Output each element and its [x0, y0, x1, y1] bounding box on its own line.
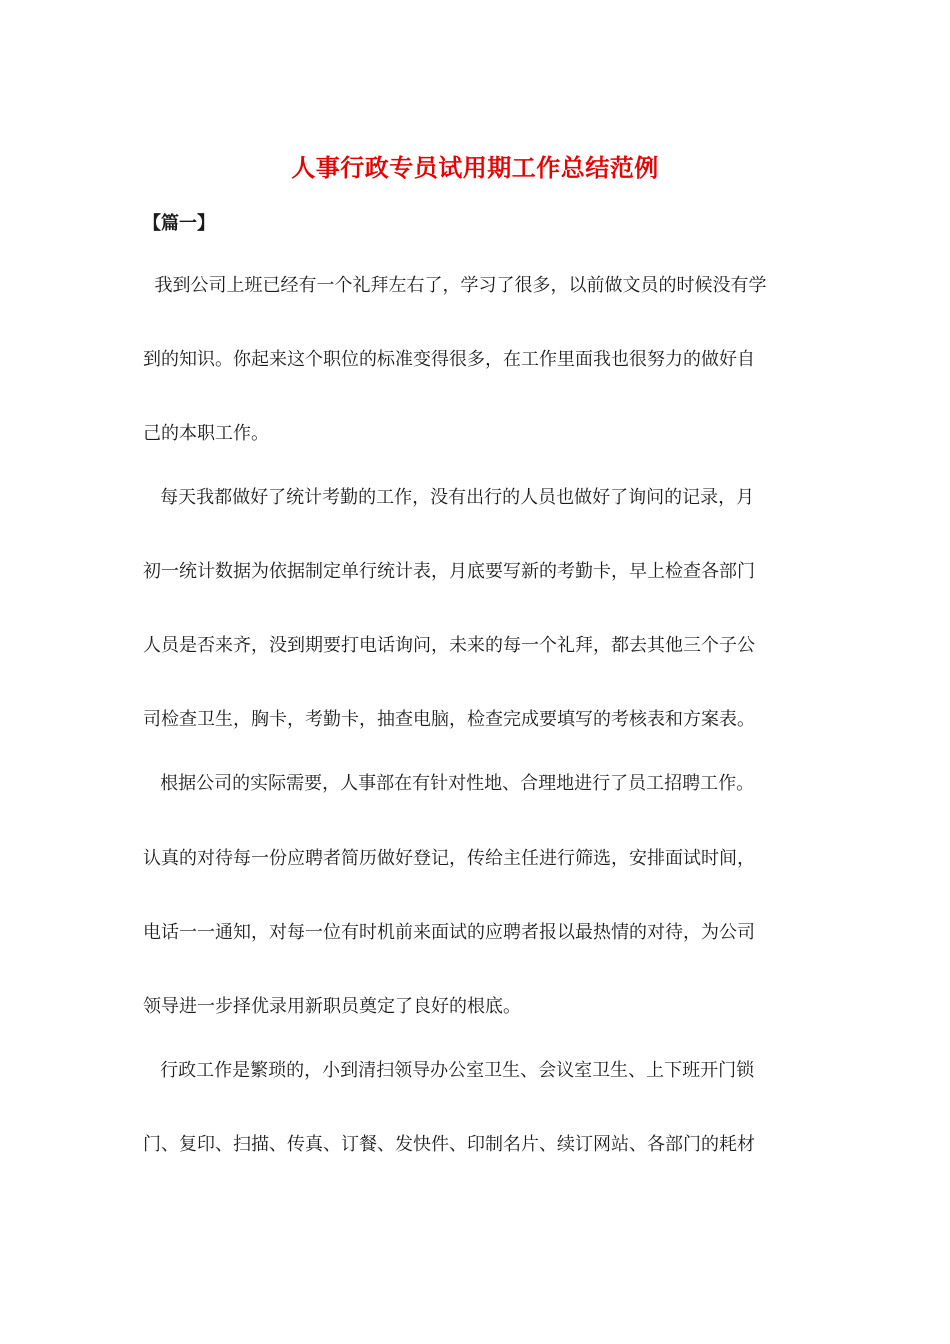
paragraph-line: 司检查卫生，胸卡，考勤卡，抽查电脑，检查完成要填写的考核表和方案表。 [143, 709, 755, 730]
paragraph-line: 己的本职工作。 [143, 423, 269, 444]
paragraph-line: 领导进一步择优录用新职员奠定了良好的根底。 [143, 996, 521, 1017]
paragraph-line: 根据公司的实际需要，人事部在有针对性地、合理地进行了员工招聘工作。 [143, 773, 755, 794]
paragraph-line: 认真的对待每一份应聘者简历做好登记，传给主任进行筛选，安排面试时间， [143, 848, 755, 869]
paragraph-line: 到的知识。你起来这个职位的标准变得很多，在工作里面我也很努力的做好自 [143, 349, 755, 370]
paragraph-line: 电话一一通知，对每一位有时机前来面试的应聘者报以最热情的对待，为公司 [143, 922, 755, 943]
paragraph-line: 行政工作是繁琐的，小到清扫领导办公室卫生、会议室卫生、上下班开门锁 [143, 1060, 755, 1081]
paragraph-line: 我到公司上班已经有一个礼拜左右了，学习了很多，以前做文员的时候没有学 [143, 275, 767, 296]
paragraph-line: 人员是否来齐，没到期要打电话询问，未来的每一个礼拜，都去其他三个子公 [143, 635, 755, 656]
paragraph-line: 初一统计数据为依据制定单行统计表，月底要写新的考勤卡，早上检查各部门 [143, 561, 755, 582]
paragraph-line: 门、复印、扫描、传真、订餐、发快件、印制名片、续订网站、各部门的耗材 [143, 1134, 755, 1155]
section-label: 【篇一】 [143, 213, 215, 234]
paragraph-line: 每天我都做好了统计考勤的工作，没有出行的人员也做好了询问的记录，月 [143, 487, 755, 508]
document-title: 人事行政专员试用期工作总结范例 [291, 153, 659, 182]
